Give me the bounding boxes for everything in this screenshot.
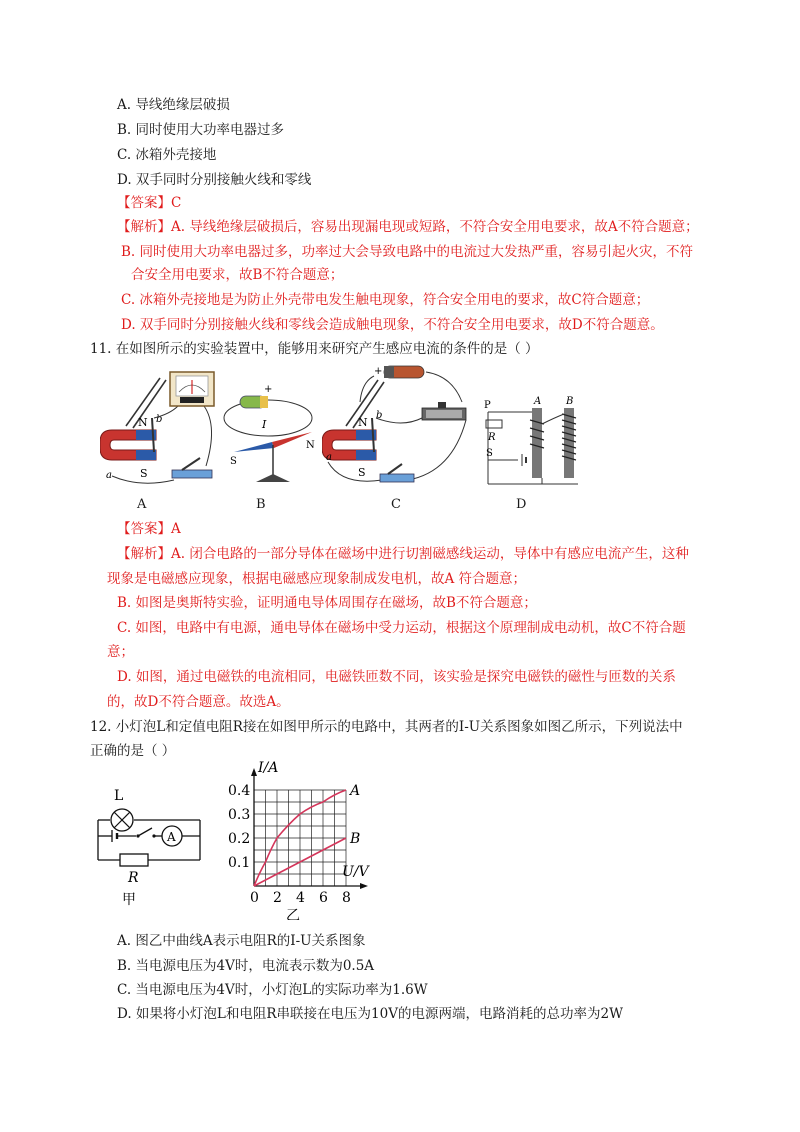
q12-stem-line1: 12. 小灯泡L和定值电阻R接在如图甲所示的电路中，其两者的I-U关系图象如图乙所示，下列说法中	[90, 719, 683, 735]
x-axis-label: U/V	[342, 864, 369, 880]
svg-text:+: +	[264, 384, 273, 395]
q11-analysis-4: C. 如图，电路中有电源，通电导体在磁场中受力运动，根据这个原理制成电动机，故C不符合题	[117, 620, 686, 636]
label-n: N	[138, 416, 148, 429]
resistor-label: R	[128, 870, 139, 886]
circuit-jia	[90, 780, 210, 910]
q11-analysis-7: 的，故D不符合题意。故选A。	[107, 694, 290, 710]
y-tick-label: 0.4	[228, 783, 251, 799]
svg-text:R: R	[488, 432, 496, 443]
q10-analysis-2: B. 同时使用大功率电器过多，功率过大会导致电路中的电流过大发热严重，容易引起火灾，不符	[121, 244, 694, 260]
q10-analysis-5: D. 双手同时分别接触火线和零线会造成触电现象，不符合安全用电要求，故D不符合题意。	[121, 317, 664, 333]
svg-text:A: A	[534, 396, 542, 407]
q10-analysis-3: 合安全用电要求，故B不符合题意；	[131, 267, 344, 283]
svg-text:b: b	[376, 410, 383, 421]
q10-analysis-4: C. 冰箱外壳接地是为防止外壳带电发生触电现象，符合安全用电的要求，故C符合题意；	[121, 292, 650, 308]
switch-icon	[380, 474, 414, 482]
svg-text:N: N	[358, 416, 368, 429]
chart-grid	[254, 790, 346, 886]
q12-option-c: C. 当电源电压为4V时，小灯泡L的实际功率为1.6W	[117, 982, 428, 998]
q12-stem-line2: 正确的是（ ）	[90, 743, 176, 759]
resistor-icon	[120, 854, 148, 866]
y-tick-label: 0.2	[228, 831, 251, 847]
y-tick-label: 0.1	[228, 855, 251, 871]
iu-chart	[222, 760, 382, 920]
figure-11-label-d: D	[516, 497, 527, 512]
switch-icon	[172, 470, 212, 478]
q11-analysis-6: D. 如图，通过电磁铁的电流相同，电磁铁匝数不同，该实验是探究电磁铁的磁性与匝数的关系	[117, 669, 676, 685]
q10-option-c: C. 冰箱外壳接地	[117, 147, 217, 163]
q11-analysis-1: 【解析】A. 闭合电路的一部分导体在磁场中进行切割磁感线运动，导体中有感应电流产生，这种	[117, 546, 689, 562]
q10-analysis-1: 【解析】A. 导线绝缘层破损后，容易出现漏电现或短路，不符合安全用电要求，故A不符合题意；	[117, 219, 699, 235]
svg-text:B: B	[566, 396, 574, 407]
switch-icon	[138, 828, 152, 836]
svg-text:P: P	[484, 400, 491, 411]
q11-stem: 11. 在如图所示的实验装置中，能够用来研究产生感应电流的条件的是（ ）	[90, 341, 539, 357]
q11-answer: 【答案】A	[117, 521, 181, 537]
figure-11b	[220, 378, 320, 488]
lamp-label: L	[114, 788, 124, 804]
figure-11c	[322, 362, 472, 492]
compass-needle-icon	[234, 442, 274, 452]
svg-text:a: a	[326, 452, 332, 463]
q12-option-a: A. 图乙中曲线A表示电阻R的I-U关系图象	[117, 933, 366, 949]
figure-11-label-b: B	[256, 497, 266, 512]
q11-analysis-3: B. 如图是奥斯特实验，证明通电导体周围存在磁场，故B不符合题意；	[117, 595, 537, 611]
y-axis-label: I/A	[258, 760, 279, 776]
q11-analysis-5: 意；	[107, 644, 134, 660]
y-tick-label: 0.3	[228, 807, 251, 823]
series-label-A: A	[350, 783, 361, 799]
svg-text:a: a	[106, 470, 112, 481]
x-axis-arrow	[360, 883, 368, 889]
x-tick-label: 6	[319, 890, 328, 906]
q12-option-d: D. 如果将小灯泡L和电阻R串联接在电压为10V的电源两端，电路消耗的总功率为2W	[117, 1006, 623, 1022]
svg-text:b: b	[156, 414, 163, 425]
q10-option-b: B. 同时使用大功率电器过多	[117, 122, 285, 138]
label-s: S	[140, 467, 148, 480]
figure-11d	[478, 394, 588, 490]
q12-option-b: B. 当电源电压为4V时，电流表示数为0.5A	[117, 958, 375, 974]
x-tick-label: 8	[342, 890, 351, 906]
svg-text:S: S	[486, 448, 493, 459]
label-current: I	[262, 418, 267, 431]
q10-answer: 【答案】C	[117, 195, 182, 211]
q11-analysis-2: 现象是电磁感应现象，根据电磁感应现象制成发电机，故A 符合题意；	[107, 571, 527, 587]
ammeter-label: A	[167, 830, 176, 844]
graph-caption: 乙	[286, 908, 300, 920]
svg-text:S: S	[230, 456, 237, 467]
svg-text:S: S	[358, 466, 366, 479]
figure-11-label-c: C	[391, 497, 401, 512]
q10-option-d: D. 双手同时分别接触火线和零线	[117, 172, 312, 188]
figure-11-label-a: A	[137, 497, 147, 512]
x-tick-label: 2	[273, 890, 282, 906]
circuit-caption: 甲	[122, 892, 136, 908]
svg-text:+: +	[374, 366, 383, 377]
series-label-B: B	[350, 831, 361, 847]
x-tick-label: 0	[250, 890, 259, 906]
y-axis-arrow	[251, 768, 257, 776]
x-tick-label: 4	[296, 890, 305, 906]
q10-option-a: A. 导线绝缘层破损	[117, 97, 230, 113]
figure-11a	[100, 366, 220, 491]
svg-text:N: N	[306, 440, 315, 451]
